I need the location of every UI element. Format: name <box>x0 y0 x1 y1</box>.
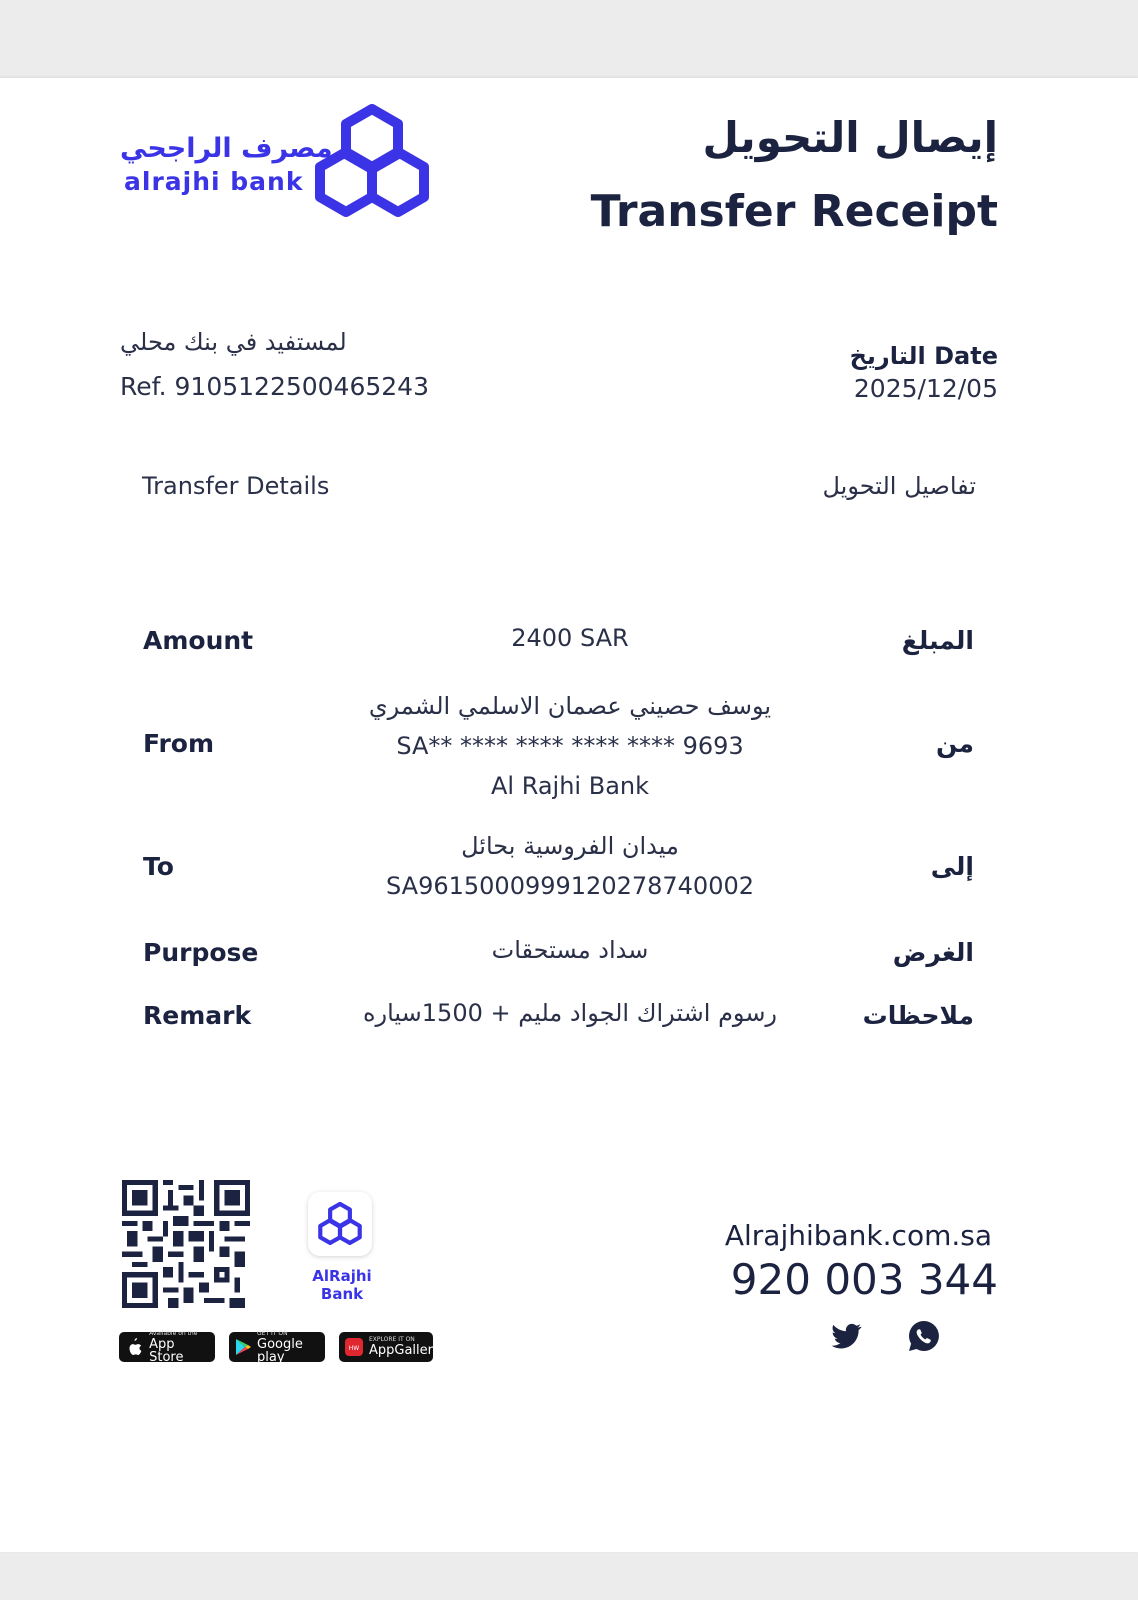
remark-label-ar: ملاحظات <box>862 1001 974 1030</box>
date-label: التاريخ Date <box>849 342 998 370</box>
phone-number[interactable]: 920 003 344 <box>730 1255 998 1304</box>
google-play-icon <box>235 1337 251 1357</box>
purpose-label-en: Purpose <box>143 938 259 967</box>
purpose-value <box>300 930 840 970</box>
amount-value <box>300 618 840 658</box>
brand-name-arabic: مصرف الراجحي <box>120 133 333 164</box>
whatsapp-icon[interactable] <box>906 1318 942 1354</box>
section-title-arabic: تفاصيل التحويل <box>822 472 976 500</box>
from-bank: Al Rajhi Bank <box>490 772 650 800</box>
app-store-small-text: Available on the <box>149 1329 198 1337</box>
brand-name-english: alrajhi bank <box>124 167 304 196</box>
to-name: ميدان الفروسية بحائل <box>461 832 679 860</box>
purpose-text: سداد مستحقات <box>491 936 649 964</box>
to-iban: SA9615000999120278740002 <box>385 872 755 900</box>
from-label-ar: من <box>936 729 974 758</box>
alrajhi-app-logo-icon <box>318 1202 362 1246</box>
app-icon[interactable] <box>308 1192 372 1256</box>
from-value <box>300 686 840 806</box>
svg-text:HW: HW <box>348 1345 360 1352</box>
google-play-badge[interactable] <box>229 1329 325 1365</box>
beneficiary-type: لمستفيد في بنك محلي <box>120 328 347 356</box>
amount-text: 2400 SAR <box>511 624 629 652</box>
alrajhi-logo-icon <box>314 104 430 224</box>
amount-label-ar: المبلغ <box>901 626 974 655</box>
from-name: يوسف حصيني عصمان الاسلمي الشمري <box>368 692 772 720</box>
huawei-icon <box>345 1337 363 1357</box>
amount-label-en: Amount <box>143 626 254 655</box>
to-value <box>300 826 840 906</box>
appgallery-badge[interactable] <box>339 1332 441 1362</box>
google-play-small-text: GET IT ON <box>257 1329 288 1337</box>
remark-value <box>300 993 840 1033</box>
to-label-ar: إلى <box>930 852 974 881</box>
from-account: SA** **** **** **** **** 9693 <box>396 732 744 760</box>
appgallery-text: AppGallery <box>369 1343 441 1358</box>
app-name: AlRajhi Bank <box>312 1267 372 1303</box>
appgallery-small-text: EXPLORE IT ON <box>369 1336 415 1343</box>
website-link[interactable]: Alrajhibank.com.sa <box>724 1219 992 1252</box>
title-arabic: إيصال التحويل <box>702 113 998 162</box>
purpose-label-ar: الغرض <box>892 938 974 967</box>
reference-number: Ref. 9105122500465243 <box>120 372 429 401</box>
app-store-text: App Store <box>149 1336 184 1365</box>
app-store-badge[interactable] <box>119 1329 215 1365</box>
google-play-text: Google play <box>257 1336 303 1365</box>
from-label-en: From <box>143 729 215 758</box>
section-title-english: Transfer Details <box>142 472 330 500</box>
remark-label-en: Remark <box>143 1001 252 1030</box>
date-value: 2025/12/05 <box>853 374 998 403</box>
to-label-en: To <box>143 852 174 881</box>
qr-code <box>122 1180 250 1308</box>
twitter-icon[interactable] <box>828 1318 864 1354</box>
apple-icon <box>125 1337 143 1357</box>
remark-text: رسوم اشتراك الجواد مليم + 1500سياره <box>362 999 778 1027</box>
title-english: Transfer Receipt <box>590 186 998 237</box>
